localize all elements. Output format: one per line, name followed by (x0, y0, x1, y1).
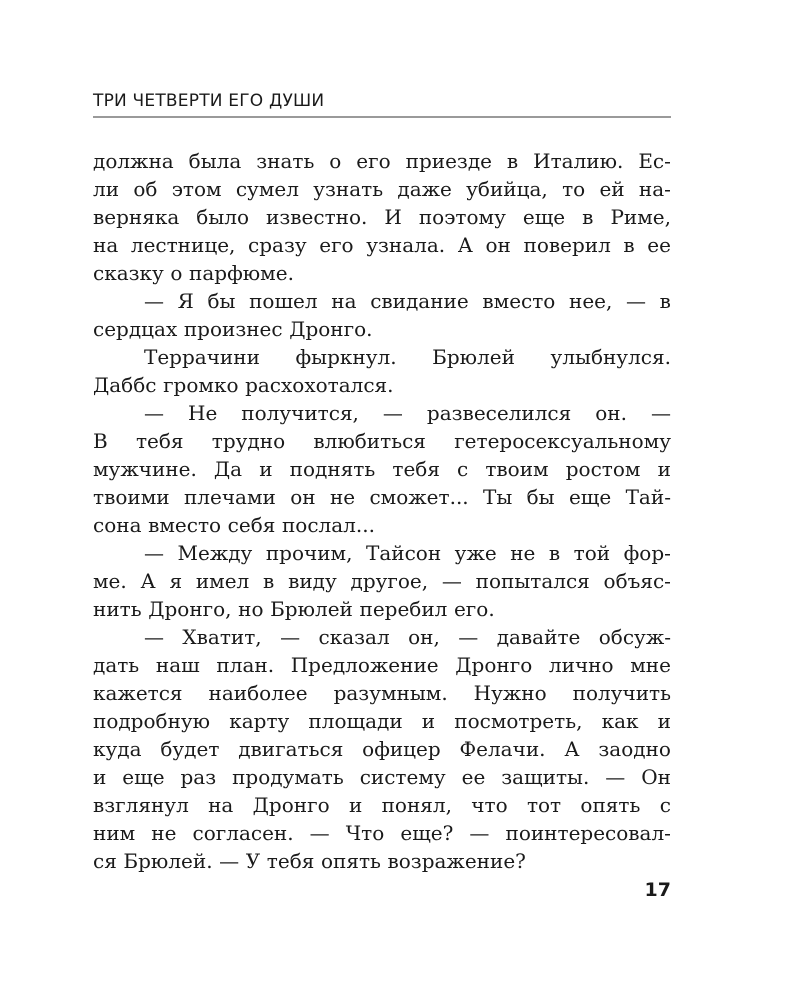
running-header-title: ТРИ ЧЕТВЕРТИ ЕГО ДУШИ (93, 91, 325, 111)
text-line: взглянул на Дронго и понял, что тот опять с (93, 793, 671, 817)
text-line: сердцах произнес Дронго. (93, 317, 373, 341)
text-line: должна была знать о его приезде в Италию. Ес- (93, 149, 671, 173)
text-line: Даббс громко расхохотался. (93, 373, 394, 397)
text-line: — Хватит, — сказал он, — давайте обсуж- (144, 625, 671, 649)
text-line: на лестнице, сразу его узнала. А он поверил в ее (93, 233, 671, 257)
text-line: — Не получится, — развеселился он. — (144, 401, 671, 425)
text-line: и еще раз продумать систему ее защиты. — Он (93, 765, 671, 789)
text-line: ся Брюлей. — У тебя опять возражение? (93, 849, 526, 873)
text-line: ним не согласен. — Что еще? — поинтересовал- (93, 821, 671, 845)
text-line: твоими плечами он не сможет... Ты бы еще Тай- (93, 485, 671, 509)
body-text (93, 147, 671, 875)
text-line: мужчине. Да и поднять тебя с твоим ростом и (93, 457, 671, 481)
text-line: ли об этом сумел узнать даже убийца, то ей на- (93, 177, 671, 201)
text-line: Террачини фыркнул. Брюлей улыбнулся. (144, 345, 671, 369)
text-line: дать наш план. Предложение Дронго лично мне (93, 653, 671, 677)
page-number: 17 (644, 879, 671, 901)
text-line: В тебя трудно влюбиться гетеросексуальному (93, 429, 671, 453)
text-line: — Между прочим, Тайсон уже не в той фор- (144, 541, 671, 565)
text-line: куда будет двигаться офицер Фелачи. А заодно (93, 737, 671, 761)
text-line: нить Дронго, но Брюлей перебил его. (93, 597, 495, 621)
text-line: ме. А я имел в виду другое, — попытался объяс- (93, 569, 671, 593)
text-line: сона вместо себя послал... (93, 513, 375, 537)
text-line: подробную карту площади и посмотреть, как и (93, 709, 671, 733)
text-line: сказку о парфюме. (93, 261, 294, 285)
text-line: — Я бы пошел на свидание вместо нее, — в (144, 289, 671, 313)
header-divider (93, 116, 671, 118)
text-line: верняка было известно. И поэтому еще в Риме, (93, 205, 671, 229)
text-line: кажется наиболее разумным. Нужно получить (93, 681, 671, 705)
